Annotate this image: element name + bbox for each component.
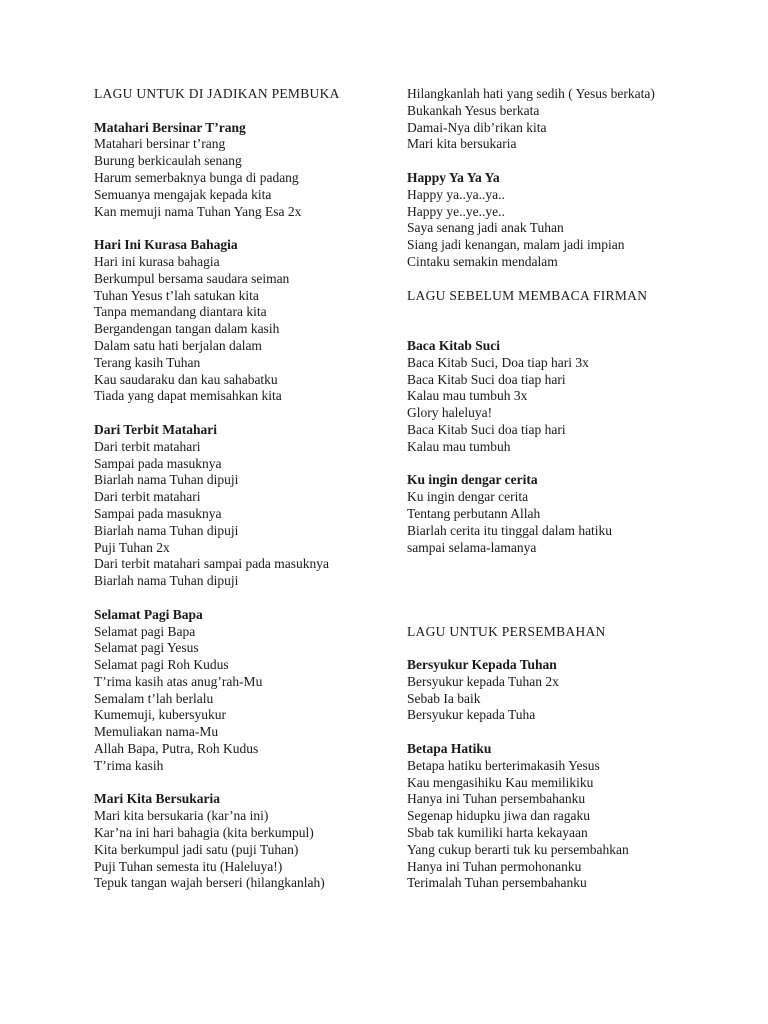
song-title: Baca Kitab Suci [407,337,501,353]
lyric-line: Dari terbit matahari [94,438,201,454]
lyric-line: Tanpa memandang diantara kita [94,304,267,320]
lyric-line: Terang kasih Tuhan [94,354,201,370]
spacer [94,405,394,422]
lyric-line: Siang jadi kenangan, malam jadi impian [407,237,625,253]
lyric-line: Dari terbit matahari [94,489,201,505]
song-title: Happy Ya Ya Ya [407,169,500,185]
lyric-line: Yang cukup berarti tuk ku persembahkan [407,841,629,857]
lyric-line: Selamat pagi Roh Kudus [94,657,229,673]
lyric-line: Harum semerbaknya bunga di padang [94,169,299,185]
spacer [407,640,707,657]
song-title: Ku ingin dengar cerita [407,472,538,488]
lyric-line: Semalam t’lah berlalu [94,690,214,706]
lyric-line: Baca Kitab Suci doa tiap hari [407,371,566,387]
song-title: Selamat Pagi Bapa [94,606,203,622]
song-title: Betapa Hatiku [407,741,492,757]
lyric-line: Bersyukur kepada Tuhan 2x [407,673,559,689]
spacer [407,607,707,624]
lyric-line: Saya senang jadi anak Tuhan [407,220,564,236]
song-title: Bersyukur Kepada Tuhan [407,657,557,673]
lyric-line: Sebab Ia baik [407,690,481,706]
lyric-line: Damai-Nya dib’rikan kita [407,119,547,135]
lyric-line: Berkumpul bersama saudara seiman [94,270,290,286]
spacer [407,321,707,338]
lyric-line: Glory haleluya! [407,405,493,421]
right-column [407,86,707,892]
lyric-line: Mari kita bersukaria [407,136,517,152]
spacer [407,153,707,170]
lyric-line: Tentang perbutann Allah [407,505,541,521]
lyric-line: Ku ingin dengar cerita [407,489,529,505]
lyric-line: Hari ini kurasa bahagia [94,253,220,269]
lyric-line: Selamat pagi Bapa [94,623,196,639]
lyric-line: sampai selama-lamanya [407,539,537,555]
lyric-line: Dalam satu hati berjalan dalam [94,337,262,353]
lyric-line: Sbab tak kumiliki harta kekayaan [407,825,588,841]
lyric-line: Kita berkumpul jadi satu (puji Tuhan) [94,841,299,857]
spacer [407,573,707,590]
lyric-line: Kan memuji nama Tuhan Yang Esa 2x [94,203,302,219]
spacer [407,724,707,741]
lyric-line: Kau mengasihiku Kau memilikiku [407,774,594,790]
song-title: Hari Ini Kurasa Bahagia [94,237,238,253]
spacer [94,103,394,120]
lyric-line: Kau saudaraku dan kau sahabatku [94,371,278,387]
lyric-line: Kalau mau tumbuh [407,438,511,454]
song-title: Matahari Bersinar T’rang [94,119,246,135]
spacer [94,775,394,792]
lyric-line: Kalau mau tumbuh 3x [407,388,528,404]
lyric-line: Biarlah nama Tuhan dipuji [94,522,239,538]
lyric-line: Happy ya..ya..ya.. [407,186,505,202]
spacer [94,590,394,607]
song-title: Dari Terbit Matahari [94,421,217,437]
lyric-line: Selamat pagi Yesus [94,640,199,656]
section-heading: LAGU UNTUK PERSEMBAHAN [407,623,606,639]
lyric-line: Burung berkicaulah senang [94,153,242,169]
spacer [407,556,707,573]
lyric-line: Bergandengan tangan dalam kasih [94,321,280,337]
lyric-line: Hanya ini Tuhan persembahanku [407,791,586,807]
lyric-line: Segenap hidupku jiwa dan ragaku [407,808,590,824]
lyric-line: Biarlah nama Tuhan dipuji [94,472,239,488]
lyric-line: Biarlah cerita itu tinggal dalam hatiku [407,522,613,538]
lyric-line: Betapa hatiku berterimakasih Yesus [407,757,600,773]
spacer [94,220,394,237]
lyric-line: Hilangkanlah hati yang sedih ( Yesus berkata) [407,86,655,101]
lyric-line: Baca Kitab Suci doa tiap hari [407,421,566,437]
lyric-line: T’rima kasih [94,757,164,773]
lyric-line: Matahari bersinar t’rang [94,136,226,152]
lyric-line: T’rima kasih atas anug’rah-Mu [94,673,263,689]
lyric-line: Semuanya mengajak kepada kita [94,186,272,202]
spacer [407,456,707,473]
lyric-line: Biarlah nama Tuhan dipuji [94,573,239,589]
lyric-line: Allah Bapa, Putra, Roh Kudus [94,741,259,757]
lyric-line: Hanya ini Tuhan permohonanku [407,858,582,874]
lyric-line: Dari terbit matahari sampai pada masuknya [94,556,330,572]
section-heading: LAGU SEBELUM MEMBACA FIRMAN [407,287,648,303]
lyric-line: Sampai pada masuknya [94,505,222,521]
lyric-line: Mari kita bersukaria (kar’na ini) [94,808,269,824]
spacer [407,304,707,321]
lyric-line: Tiada yang dapat memisahkan kita [94,388,282,404]
lyric-line: Puji Tuhan 2x [94,539,170,555]
left-column [94,86,394,892]
lyric-line: Terimalah Tuhan persembahanku [407,875,587,891]
spacer [407,271,707,288]
lyric-line: Bersyukur kepada Tuha [407,707,536,723]
lyric-line: Tepuk tangan wajah berseri (hilangkanlah) [94,875,325,891]
lyric-line: Memuliakan nama-Mu [94,724,219,740]
lyric-line: Cintaku semakin mendalam [407,253,558,269]
section-heading: LAGU UNTUK DI JADIKAN PEMBUKA [94,86,340,101]
lyric-line: Sampai pada masuknya [94,455,222,471]
lyric-line: Kar’na ini hari bahagia (kita berkumpul) [94,825,314,841]
lyric-line: Puji Tuhan semesta itu (Haleluya!) [94,858,283,874]
spacer [407,590,707,607]
lyric-line: Happy ye..ye..ye.. [407,203,505,219]
lyric-line: Kumemuji, kubersyukur [94,707,226,723]
lyric-line: Tuhan Yesus t’lah satukan kita [94,287,259,303]
lyric-line: Bukankah Yesus berkata [407,102,540,118]
lyric-line: Baca Kitab Suci, Doa tiap hari 3x [407,354,589,370]
song-title: Mari Kita Bersukaria [94,791,220,807]
